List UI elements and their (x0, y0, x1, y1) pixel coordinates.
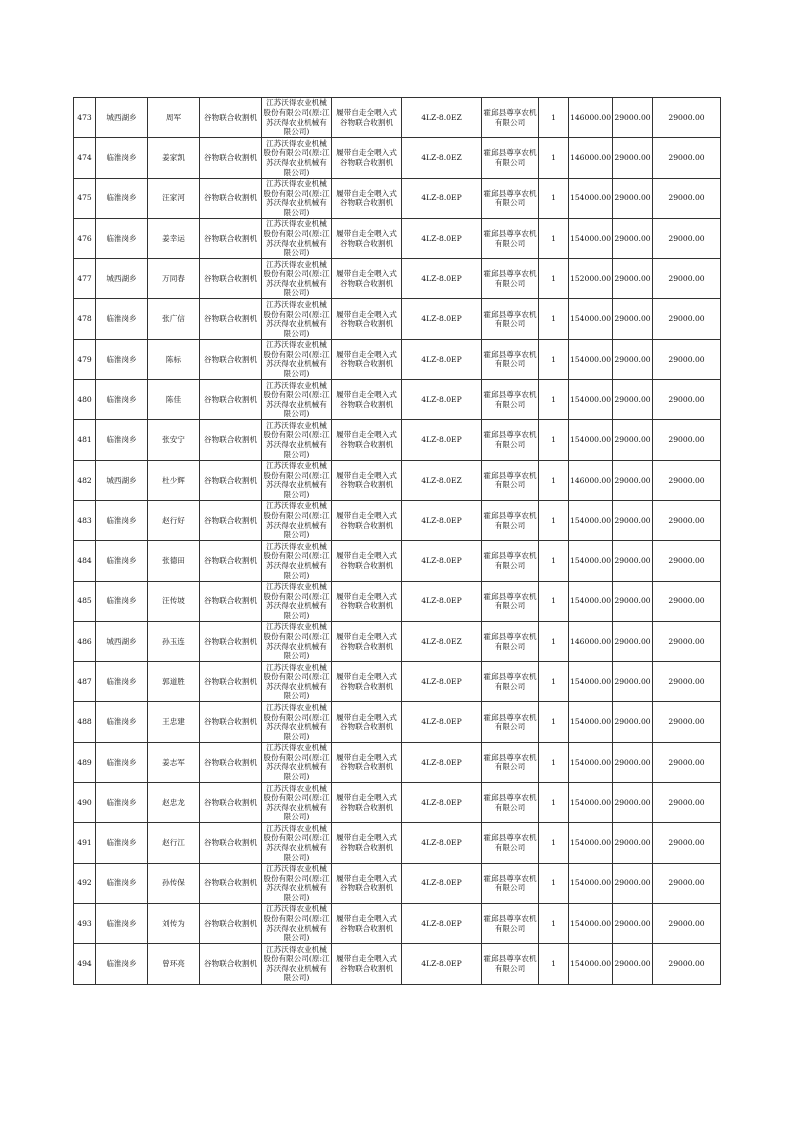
manufacturer-cell: 江苏沃得农业机械股份有限公司(原:江苏沃得农业机械有限公司) (263, 582, 330, 620)
product-name-cell: 履带自走全喂入式谷物联合收割机 (332, 339, 402, 379)
model-cell: 4LZ-8.0EP (402, 259, 482, 299)
dealer-cell: 霍邱县尊享农机有限公司 (482, 98, 539, 138)
machine-category-cell: 谷物联合收割机 (200, 98, 262, 138)
quantity-cell: 1 (539, 218, 569, 258)
township-cell: 临淮岗乡 (96, 823, 148, 863)
township-cell: 临淮岗乡 (96, 742, 148, 782)
manufacturer-cell: 江苏沃得农业机械股份有限公司(原:江苏沃得农业机械有限公司) (263, 179, 330, 217)
dealer-cell: 霍邱县尊享农机有限公司 (482, 742, 539, 782)
subsidy-amount-cell: 29000.00 (613, 380, 653, 420)
township-cell: 临淮岗乡 (96, 783, 148, 823)
township-cell: 临淮岗乡 (96, 500, 148, 540)
sale-price-cell: 154000.00 (569, 420, 613, 460)
quantity-cell: 1 (539, 380, 569, 420)
total-subsidy-cell: 29000.00 (653, 702, 721, 742)
machine-category-cell: 谷物联合收割机 (200, 380, 262, 420)
product-name-cell: 履带自走全喂入式谷物联合收割机 (332, 702, 402, 742)
sale-price-cell: 154000.00 (569, 218, 613, 258)
quantity-cell: 1 (539, 500, 569, 540)
subsidy-amount-cell: 29000.00 (613, 541, 653, 581)
sale-price-cell: 146000.00 (569, 138, 613, 178)
sale-price-cell: 154000.00 (569, 380, 613, 420)
manufacturer-cell: 江苏沃得农业机械股份有限公司(原:江苏沃得农业机械有限公司) (263, 702, 330, 741)
machine-category-cell: 谷物联合收割机 (200, 944, 262, 984)
buyer-name-cell: 陈标 (148, 339, 200, 379)
total-subsidy-cell: 29000.00 (653, 944, 721, 984)
table-row (74, 823, 721, 863)
sale-price-cell: 154000.00 (569, 702, 613, 742)
quantity-cell: 1 (539, 339, 569, 379)
manufacturer-cell: 江苏沃得农业机械股份有限公司(原:江苏沃得农业机械有限公司) (263, 823, 330, 862)
model-cell: 4LZ-8.0EP (402, 702, 482, 742)
machine-category-cell: 谷物联合收割机 (200, 903, 262, 943)
row-number: 480 (74, 380, 96, 420)
product-name-cell: 履带自走全喂入式谷物联合收割机 (332, 783, 402, 823)
subsidy-amount-cell: 29000.00 (613, 299, 653, 339)
manufacturer-cell: 江苏沃得农业机械股份有限公司(原:江苏沃得农业机械有限公司) (263, 662, 330, 701)
total-subsidy-cell: 29000.00 (653, 420, 721, 460)
buyer-name-cell: 张安宁 (148, 420, 200, 460)
machine-category-cell: 谷物联合收割机 (200, 863, 262, 903)
product-name-cell: 履带自走全喂入式谷物联合收割机 (332, 662, 402, 702)
product-name-cell: 履带自走全喂入式谷物联合收割机 (332, 460, 402, 500)
buyer-name-cell: 孙玉连 (148, 621, 200, 661)
total-subsidy-cell: 29000.00 (653, 339, 721, 379)
manufacturer-cell: 江苏沃得农业机械股份有限公司(原:江苏沃得农业机械有限公司) (263, 783, 330, 822)
row-number: 489 (74, 742, 96, 782)
table-row (74, 138, 721, 178)
total-subsidy-cell: 29000.00 (653, 178, 721, 218)
township-cell: 临淮岗乡 (96, 541, 148, 581)
township-cell: 临淮岗乡 (96, 662, 148, 702)
model-cell: 4LZ-8.0EP (402, 541, 482, 581)
buyer-name-cell: 陈佳 (148, 380, 200, 420)
machine-category-cell: 谷物联合收割机 (200, 823, 262, 863)
model-cell: 4LZ-8.0EP (402, 339, 482, 379)
township-cell: 临淮岗乡 (96, 299, 148, 339)
quantity-cell: 1 (539, 702, 569, 742)
machine-category-cell: 谷物联合收割机 (200, 420, 262, 460)
machine-category-cell: 谷物联合收割机 (200, 621, 262, 661)
buyer-name-cell: 刘传为 (148, 903, 200, 943)
township-cell: 临淮岗乡 (96, 944, 148, 984)
quantity-cell: 1 (539, 863, 569, 903)
row-number: 487 (74, 662, 96, 702)
sale-price-cell: 146000.00 (569, 460, 613, 500)
dealer-cell: 霍邱县尊享农机有限公司 (482, 138, 539, 178)
machine-category-cell: 谷物联合收割机 (200, 783, 262, 823)
model-cell: 4LZ-8.0EP (402, 500, 482, 540)
row-number: 479 (74, 339, 96, 379)
table-body (74, 98, 721, 985)
sale-price-cell: 154000.00 (569, 500, 613, 540)
product-name-cell: 履带自走全喂入式谷物联合收割机 (332, 178, 402, 218)
product-name-cell: 履带自走全喂入式谷物联合收割机 (332, 944, 402, 984)
subsidy-amount-cell: 29000.00 (613, 500, 653, 540)
dealer-cell: 霍邱县尊享农机有限公司 (482, 339, 539, 379)
sale-price-cell: 154000.00 (569, 742, 613, 782)
subsidy-amount-cell: 29000.00 (613, 621, 653, 661)
model-cell: 4LZ-8.0EP (402, 581, 482, 621)
total-subsidy-cell: 29000.00 (653, 380, 721, 420)
row-number: 486 (74, 621, 96, 661)
buyer-name-cell: 姜志军 (148, 742, 200, 782)
manufacturer-cell: 江苏沃得农业机械股份有限公司(原:江苏沃得农业机械有限公司) (263, 299, 330, 338)
product-name-cell: 履带自走全喂入式谷物联合收割机 (332, 903, 402, 943)
township-cell: 临淮岗乡 (96, 138, 148, 178)
dealer-cell: 霍邱县尊享农机有限公司 (482, 218, 539, 258)
total-subsidy-cell: 29000.00 (653, 662, 721, 702)
quantity-cell: 1 (539, 420, 569, 460)
subsidy-amount-cell: 29000.00 (613, 98, 653, 138)
quantity-cell: 1 (539, 259, 569, 299)
quantity-cell: 1 (539, 581, 569, 621)
table-row (74, 178, 721, 218)
total-subsidy-cell: 29000.00 (653, 138, 721, 178)
table-row (74, 903, 721, 943)
total-subsidy-cell: 29000.00 (653, 581, 721, 621)
dealer-cell: 霍邱县尊享农机有限公司 (482, 662, 539, 702)
subsidy-amount-cell: 29000.00 (613, 178, 653, 218)
model-cell: 4LZ-8.0EP (402, 823, 482, 863)
model-cell: 4LZ-8.0EZ (402, 460, 482, 500)
subsidy-amount-cell: 29000.00 (613, 944, 653, 984)
manufacturer-cell: 江苏沃得农业机械股份有限公司(原:江苏沃得农业机械有限公司) (263, 380, 330, 419)
total-subsidy-cell: 29000.00 (653, 500, 721, 540)
table-row (74, 218, 721, 258)
manufacturer-cell: 江苏沃得农业机械股份有限公司(原:江苏沃得农业机械有限公司) (263, 743, 330, 781)
table-row (74, 460, 721, 500)
dealer-cell: 霍邱县尊享农机有限公司 (482, 420, 539, 460)
dealer-cell: 霍邱县尊享农机有限公司 (482, 823, 539, 863)
row-number: 477 (74, 259, 96, 299)
table-row (74, 702, 721, 742)
table-row (74, 783, 721, 823)
buyer-name-cell: 曾环亮 (148, 944, 200, 984)
manufacturer-cell: 江苏沃得农业机械股份有限公司(原:江苏沃得农业机械有限公司) (263, 420, 330, 459)
subsidy-amount-cell: 29000.00 (613, 339, 653, 379)
manufacturer-cell: 江苏沃得农业机械股份有限公司(原:江苏沃得农业机械有限公司) (263, 904, 330, 943)
product-name-cell: 履带自走全喂入式谷物联合收割机 (332, 823, 402, 863)
buyer-name-cell: 周军 (148, 98, 200, 138)
subsidy-amount-cell: 29000.00 (613, 218, 653, 258)
sale-price-cell: 154000.00 (569, 944, 613, 984)
buyer-name-cell: 赵忠龙 (148, 783, 200, 823)
product-name-cell: 履带自走全喂入式谷物联合收割机 (332, 138, 402, 178)
row-number: 478 (74, 299, 96, 339)
dealer-cell: 霍邱县尊享农机有限公司 (482, 500, 539, 540)
model-cell: 4LZ-8.0EP (402, 178, 482, 218)
row-number: 493 (74, 903, 96, 943)
subsidy-amount-cell: 29000.00 (613, 863, 653, 903)
model-cell: 4LZ-8.0EP (402, 299, 482, 339)
total-subsidy-cell: 29000.00 (653, 218, 721, 258)
table-row (74, 863, 721, 903)
township-cell: 临淮岗乡 (96, 903, 148, 943)
dealer-cell: 霍邱县尊享农机有限公司 (482, 380, 539, 420)
machine-category-cell: 谷物联合收割机 (200, 138, 262, 178)
model-cell: 4LZ-8.0EZ (402, 621, 482, 661)
dealer-cell: 霍邱县尊享农机有限公司 (482, 863, 539, 903)
row-number: 492 (74, 863, 96, 903)
buyer-name-cell: 姜幸运 (148, 218, 200, 258)
quantity-cell: 1 (539, 541, 569, 581)
row-number: 482 (74, 460, 96, 500)
township-cell: 临淮岗乡 (96, 178, 148, 218)
total-subsidy-cell: 29000.00 (653, 299, 721, 339)
manufacturer-cell: 江苏沃得农业机械股份有限公司(原:江苏沃得农业机械有限公司) (263, 622, 330, 661)
row-number: 490 (74, 783, 96, 823)
table-row (74, 420, 721, 460)
table-row (74, 541, 721, 581)
table-row (74, 662, 721, 702)
dealer-cell: 霍邱县尊享农机有限公司 (482, 581, 539, 621)
township-cell: 城西湖乡 (96, 621, 148, 661)
machine-category-cell: 谷物联合收割机 (200, 460, 262, 500)
table-row (74, 581, 721, 621)
sale-price-cell: 154000.00 (569, 178, 613, 218)
sale-price-cell: 146000.00 (569, 621, 613, 661)
manufacturer-cell: 江苏沃得农业机械股份有限公司(原:江苏沃得农业机械有限公司) (263, 461, 330, 499)
township-cell: 临淮岗乡 (96, 380, 148, 420)
table-row (74, 944, 721, 984)
table-row (74, 380, 721, 420)
manufacturer-cell: 江苏沃得农业机械股份有限公司(原:江苏沃得农业机械有限公司) (263, 340, 330, 379)
dealer-cell: 霍邱县尊享农机有限公司 (482, 299, 539, 339)
sale-price-cell: 154000.00 (569, 662, 613, 702)
township-cell: 城西湖乡 (96, 460, 148, 500)
machine-category-cell: 谷物联合收割机 (200, 218, 262, 258)
product-name-cell: 履带自走全喂入式谷物联合收割机 (332, 621, 402, 661)
manufacturer-cell: 江苏沃得农业机械股份有限公司(原:江苏沃得农业机械有限公司) (263, 138, 330, 177)
township-cell: 临淮岗乡 (96, 218, 148, 258)
subsidy-amount-cell: 29000.00 (613, 259, 653, 299)
model-cell: 4LZ-8.0EP (402, 662, 482, 702)
dealer-cell: 霍邱县尊享农机有限公司 (482, 903, 539, 943)
dealer-cell: 霍邱县尊享农机有限公司 (482, 621, 539, 661)
quantity-cell: 1 (539, 138, 569, 178)
row-number: 484 (74, 541, 96, 581)
total-subsidy-cell: 29000.00 (653, 621, 721, 661)
quantity-cell: 1 (539, 783, 569, 823)
total-subsidy-cell: 29000.00 (653, 541, 721, 581)
total-subsidy-cell: 29000.00 (653, 98, 721, 138)
subsidy-amount-cell: 29000.00 (613, 702, 653, 742)
subsidy-amount-cell: 29000.00 (613, 903, 653, 943)
product-name-cell: 履带自走全喂入式谷物联合收割机 (332, 420, 402, 460)
township-cell: 临淮岗乡 (96, 581, 148, 621)
machine-category-cell: 谷物联合收割机 (200, 662, 262, 702)
manufacturer-cell: 江苏沃得农业机械股份有限公司(原:江苏沃得农业机械有限公司) (263, 259, 330, 298)
subsidy-amount-cell: 29000.00 (613, 460, 653, 500)
total-subsidy-cell: 29000.00 (653, 823, 721, 863)
machine-category-cell: 谷物联合收割机 (200, 299, 262, 339)
table-row (74, 621, 721, 661)
machine-category-cell: 谷物联合收割机 (200, 541, 262, 581)
product-name-cell: 履带自走全喂入式谷物联合收割机 (332, 98, 402, 138)
total-subsidy-cell: 29000.00 (653, 742, 721, 782)
product-name-cell: 履带自走全喂入式谷物联合收割机 (332, 380, 402, 420)
dealer-cell: 霍邱县尊享农机有限公司 (482, 259, 539, 299)
machine-category-cell: 谷物联合收割机 (200, 581, 262, 621)
subsidy-amount-cell: 29000.00 (613, 420, 653, 460)
buyer-name-cell: 汪传坡 (148, 581, 200, 621)
township-cell: 临淮岗乡 (96, 339, 148, 379)
model-cell: 4LZ-8.0EZ (402, 98, 482, 138)
total-subsidy-cell: 29000.00 (653, 259, 721, 299)
sale-price-cell: 154000.00 (569, 783, 613, 823)
machine-category-cell: 谷物联合收割机 (200, 339, 262, 379)
machine-category-cell: 谷物联合收割机 (200, 259, 262, 299)
dealer-cell: 霍邱县尊享农机有限公司 (482, 783, 539, 823)
sale-price-cell: 154000.00 (569, 541, 613, 581)
total-subsidy-cell: 29000.00 (653, 460, 721, 500)
sale-price-cell: 154000.00 (569, 339, 613, 379)
model-cell: 4LZ-8.0EZ (402, 138, 482, 178)
quantity-cell: 1 (539, 903, 569, 943)
dealer-cell: 霍邱县尊享农机有限公司 (482, 541, 539, 581)
sale-price-cell: 154000.00 (569, 903, 613, 943)
buyer-name-cell: 王忠建 (148, 702, 200, 742)
township-cell: 临淮岗乡 (96, 702, 148, 742)
row-number: 485 (74, 581, 96, 621)
township-cell: 城西湖乡 (96, 98, 148, 138)
sale-price-cell: 146000.00 (569, 98, 613, 138)
model-cell: 4LZ-8.0EP (402, 380, 482, 420)
dealer-cell: 霍邱县尊享农机有限公司 (482, 702, 539, 742)
total-subsidy-cell: 29000.00 (653, 863, 721, 903)
subsidy-amount-cell: 29000.00 (613, 581, 653, 621)
manufacturer-cell: 江苏沃得农业机械股份有限公司(原:江苏沃得农业机械有限公司) (263, 501, 330, 540)
township-cell: 城西湖乡 (96, 259, 148, 299)
total-subsidy-cell: 29000.00 (653, 783, 721, 823)
dealer-cell: 霍邱县尊享农机有限公司 (482, 178, 539, 218)
row-number: 473 (74, 98, 96, 138)
manufacturer-cell: 江苏沃得农业机械股份有限公司(原:江苏沃得农业机械有限公司) (263, 98, 330, 137)
row-number: 483 (74, 500, 96, 540)
row-number: 494 (74, 944, 96, 984)
manufacturer-cell: 江苏沃得农业机械股份有限公司(原:江苏沃得农业机械有限公司) (263, 219, 330, 258)
subsidy-table (73, 97, 721, 985)
product-name-cell: 履带自走全喂入式谷物联合收割机 (332, 299, 402, 339)
quantity-cell: 1 (539, 460, 569, 500)
buyer-name-cell: 赵行江 (148, 823, 200, 863)
model-cell: 4LZ-8.0EP (402, 742, 482, 782)
quantity-cell: 1 (539, 98, 569, 138)
subsidy-amount-cell: 29000.00 (613, 138, 653, 178)
sale-price-cell: 154000.00 (569, 823, 613, 863)
dealer-cell: 霍邱县尊享农机有限公司 (482, 944, 539, 984)
model-cell: 4LZ-8.0EP (402, 903, 482, 943)
product-name-cell: 履带自走全喂入式谷物联合收割机 (332, 863, 402, 903)
machine-category-cell: 谷物联合收割机 (200, 500, 262, 540)
subsidy-amount-cell: 29000.00 (613, 742, 653, 782)
model-cell: 4LZ-8.0EP (402, 944, 482, 984)
buyer-name-cell: 郭道胜 (148, 662, 200, 702)
buyer-name-cell: 张广信 (148, 299, 200, 339)
buyer-name-cell: 万同春 (148, 259, 200, 299)
product-name-cell: 履带自走全喂入式谷物联合收割机 (332, 500, 402, 540)
manufacturer-cell: 江苏沃得农业机械股份有限公司(原:江苏沃得农业机械有限公司) (263, 541, 330, 580)
buyer-name-cell: 孙传保 (148, 863, 200, 903)
quantity-cell: 1 (539, 742, 569, 782)
table-row (74, 259, 721, 299)
manufacturer-cell: 江苏沃得农业机械股份有限公司(原:江苏沃得农业机械有限公司) (263, 944, 330, 983)
machine-category-cell: 谷物联合收割机 (200, 702, 262, 742)
township-cell: 临淮岗乡 (96, 420, 148, 460)
model-cell: 4LZ-8.0EP (402, 218, 482, 258)
row-number: 475 (74, 178, 96, 218)
sale-price-cell: 154000.00 (569, 581, 613, 621)
dealer-cell: 霍邱县尊享农机有限公司 (482, 460, 539, 500)
product-name-cell: 履带自走全喂入式谷物联合收割机 (332, 259, 402, 299)
manufacturer-cell: 江苏沃得农业机械股份有限公司(原:江苏沃得农业机械有限公司) (263, 864, 330, 902)
quantity-cell: 1 (539, 823, 569, 863)
subsidy-amount-cell: 29000.00 (613, 783, 653, 823)
table-row (74, 742, 721, 782)
model-cell: 4LZ-8.0EP (402, 783, 482, 823)
table-row (74, 339, 721, 379)
quantity-cell: 1 (539, 299, 569, 339)
table-row (74, 98, 721, 138)
township-cell: 临淮岗乡 (96, 863, 148, 903)
product-name-cell: 履带自走全喂入式谷物联合收割机 (332, 218, 402, 258)
total-subsidy-cell: 29000.00 (653, 903, 721, 943)
row-number: 481 (74, 420, 96, 460)
quantity-cell: 1 (539, 944, 569, 984)
buyer-name-cell: 汪家河 (148, 178, 200, 218)
sale-price-cell: 154000.00 (569, 863, 613, 903)
model-cell: 4LZ-8.0EP (402, 420, 482, 460)
buyer-name-cell: 姜家凯 (148, 138, 200, 178)
buyer-name-cell: 张德田 (148, 541, 200, 581)
product-name-cell: 履带自走全喂入式谷物联合收割机 (332, 541, 402, 581)
subsidy-amount-cell: 29000.00 (613, 662, 653, 702)
table-row (74, 500, 721, 540)
table-row (74, 299, 721, 339)
product-name-cell: 履带自走全喂入式谷物联合收割机 (332, 581, 402, 621)
row-number: 476 (74, 218, 96, 258)
machine-category-cell: 谷物联合收割机 (200, 178, 262, 218)
machine-category-cell: 谷物联合收割机 (200, 742, 262, 782)
sale-price-cell: 154000.00 (569, 299, 613, 339)
quantity-cell: 1 (539, 662, 569, 702)
quantity-cell: 1 (539, 178, 569, 218)
row-number: 488 (74, 702, 96, 742)
buyer-name-cell: 赵行好 (148, 500, 200, 540)
row-number: 491 (74, 823, 96, 863)
model-cell: 4LZ-8.0EP (402, 863, 482, 903)
quantity-cell: 1 (539, 621, 569, 661)
sale-price-cell: 152000.00 (569, 259, 613, 299)
subsidy-amount-cell: 29000.00 (613, 823, 653, 863)
buyer-name-cell: 杜少辉 (148, 460, 200, 500)
product-name-cell: 履带自走全喂入式谷物联合收割机 (332, 742, 402, 782)
row-number: 474 (74, 138, 96, 178)
